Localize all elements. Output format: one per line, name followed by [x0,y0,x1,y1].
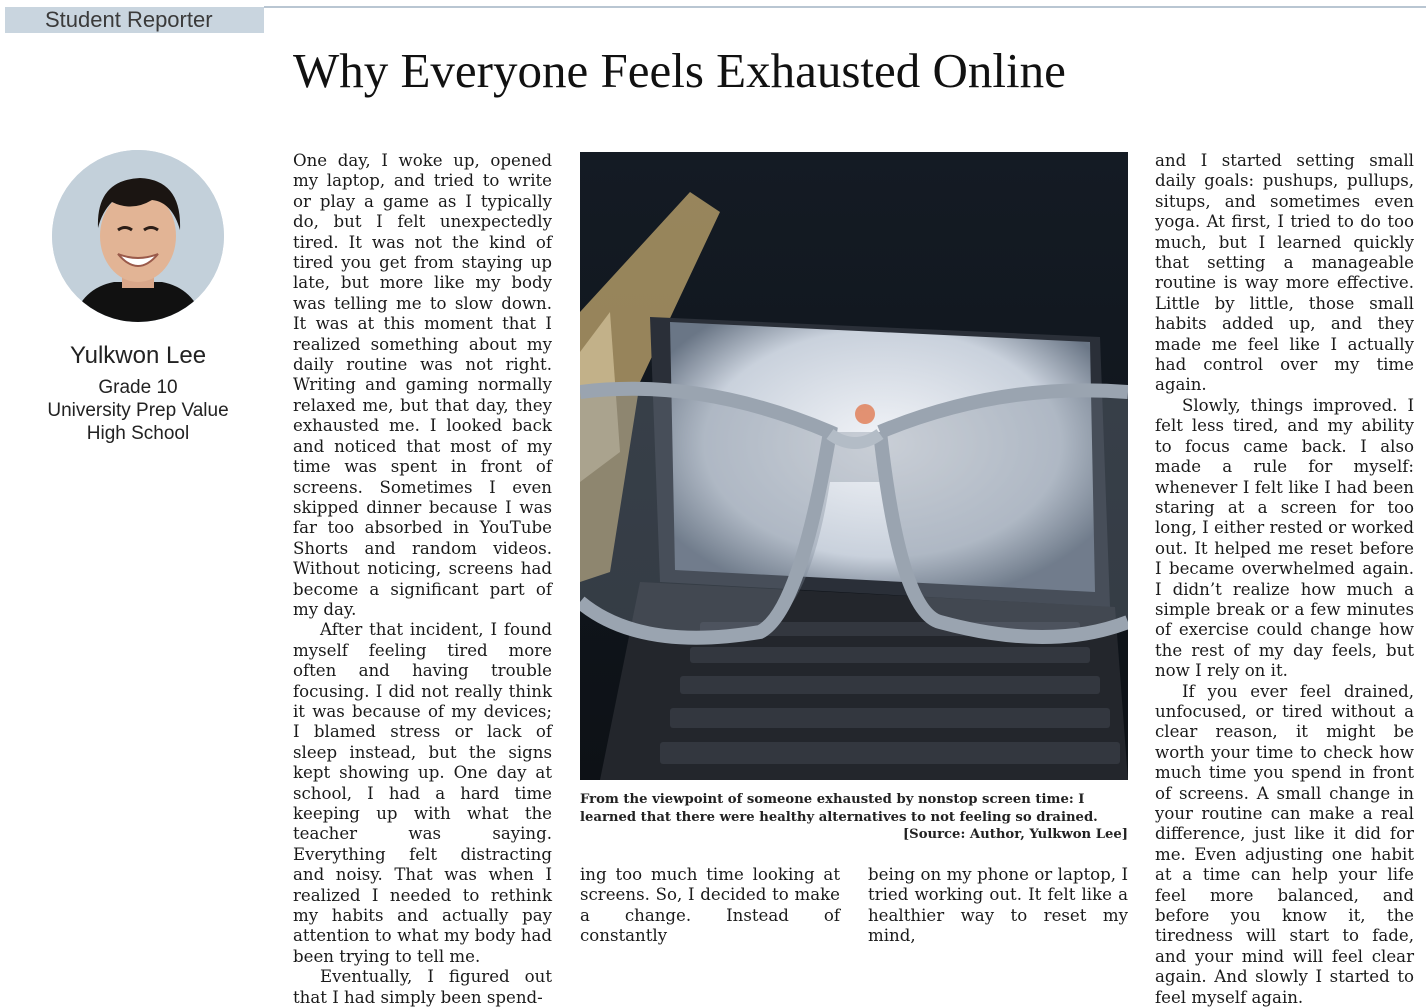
paragraph: After that incident, I found myself feeling tired more often and having trouble focusing. I did not really think it was because of my devices; I blamed stress or lack of sleep instead, but the signs kept showing up. One day at school, I had a hard time keeping up with what the teacher was saying. Everything felt distracting and noisy. That was when I realized I needed to rethink my habits and actually pay attention to what my body had been trying to tell me. [293,620,552,966]
section-rule [264,6,1426,8]
paragraph: Eventually, I figured out that I had simply been spend- [293,967,552,1007]
paragraph: Slowly, things improved. I felt less tired, and my ability to focus came back. I also made a rule for myself: whenever I felt like I had been staring at a screen for too long, I either rested or worked out. It helped me reset before I became overwhelmed again. I didn’t realize how much a simple break or a few minutes of exercise could change how the rest of my day feels, but now I rely on it. [1155,395,1414,681]
article-column-3 [868,865,1128,947]
glasses-laptop-illustration [580,152,1128,780]
paragraph: If you ever feel drained, unfocused, or tired without a clear reason, it might be worth your time to check how much time you spend in front of screens. A small change in your routine can make a real difference, just like it did for me. Even adjusting one habit at a time can help your life feel more balanced, and before you know it, the tiredness will start to fade, and your mind will feel clear again. And slowly I started to feel myself again. [1155,681,1414,1007]
author-portrait-illustration [52,150,224,322]
article-photo [580,152,1128,780]
author-name: Yulkwon Lee [69,342,207,369]
article-headline: Why Everyone Feels Exhausted Online [293,43,1066,98]
paragraph: ing too much time looking at screens. So, I decided to make a change. Instead of constantly [580,865,840,946]
section-label: Student Reporter [5,7,264,33]
paragraph: One day, I woke up, opened my laptop, and tried to write or play a game as I typically do, but I felt unexpectedly tired. It was not the kind of tired you get from staying up late, but more like my body was telling me to slow down. It was at this moment that I realized something about my daily routine was not right. Writing and gaming normally relaxed me, but that day, they exhausted me. I looked back and noticed that most of my time was spent in front of screens. Sometimes I even skipped dinner because I was far too absorbed in YouTube Shorts and random videos. Without noticing, screens had become a significant part of my day. [293,151,552,619]
author-photo [52,150,224,322]
article-column-2 [580,865,840,947]
photo-caption-block [580,791,1128,844]
photo-source: [Source: Author, Yulkwon Lee] [902,827,1128,842]
author-info [30,376,246,445]
article-column-1 [293,151,552,1008]
paragraph: being on my phone or laptop, I tried working out. It felt like a healthier way to reset my mind, [868,865,1128,946]
paragraph: and I started setting small daily goals: pushups, pullups, situps, and sometimes even yoga. At first, I tried to do too much, but I learned quickly that setting a manageable routine is way more effective. Little by little, those small habits added up, and they made me feel like I actually had control over my time again. [1155,151,1414,395]
author-school: University Prep Value High School [47,400,229,444]
author-grade: Grade 10 [98,377,178,398]
article-column-4 [1155,151,1414,1008]
author-block [30,150,246,445]
photo-caption: From the viewpoint of someone exhausted by nonstop screen time: I learned that there were healthy alternatives to not feeling so drained. [580,792,1098,825]
